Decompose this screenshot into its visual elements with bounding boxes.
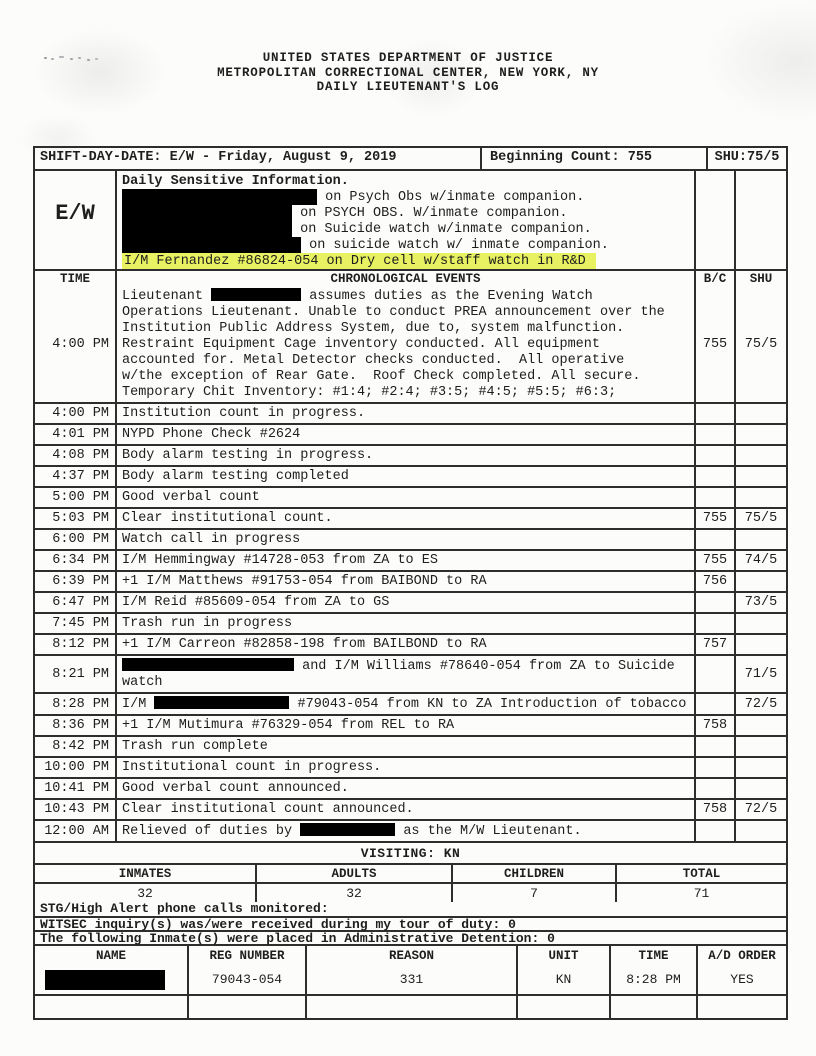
log-row [35, 735, 786, 756]
log-shu: 72/5 [734, 694, 786, 714]
log-event [115, 286, 694, 402]
ad-value-cell [609, 996, 696, 1018]
event-text: Body alarm testing completed [122, 469, 349, 484]
log-time: 6:39 PM [52, 574, 109, 589]
log-shu [734, 446, 786, 465]
log-time: 5:00 PM [52, 490, 109, 505]
log-event [115, 404, 694, 423]
log-bc [694, 530, 734, 549]
log-shu [734, 821, 786, 841]
log-bc [694, 656, 734, 692]
sensitive-lines [115, 171, 694, 269]
visiting-header-cell: TOTAL [615, 865, 786, 882]
ad-row [35, 994, 786, 1018]
log-bc: 755 [694, 509, 734, 528]
redaction-bar [122, 205, 292, 221]
log-event [115, 446, 694, 465]
log-bc [694, 425, 734, 444]
log-row [35, 286, 786, 402]
log-bc [694, 737, 734, 756]
monitor-lines [35, 902, 786, 944]
log-event [115, 800, 694, 819]
sensitive-text: Daily Sensitive Information. [122, 173, 349, 189]
shu-count: SHU:75/5 [706, 148, 786, 169]
event-text: Institutional count in progress. [122, 760, 382, 775]
log-time: 8:42 PM [52, 739, 109, 754]
event-text: Watch call in progress [122, 532, 301, 547]
event-text: Clear institutional count announced. [122, 802, 414, 817]
event-text: Lieutenant [122, 289, 212, 304]
events-column-header: CHRONOLOGICAL EVENTS [115, 271, 694, 286]
redaction-bar [122, 189, 317, 205]
shift-date-row [35, 148, 786, 169]
log-shu [734, 779, 786, 798]
log-shu [734, 758, 786, 777]
log-shu: 75/5 [734, 286, 786, 402]
log-event [115, 467, 694, 486]
sensitive-line [122, 221, 694, 237]
sensitive-line [122, 205, 694, 221]
visiting-header-cell: CHILDREN [451, 865, 615, 882]
redaction-bar [211, 288, 301, 301]
event-text: Institution Public Address System, due to, system malfunction. [122, 321, 625, 336]
event-text: I/M [122, 697, 155, 712]
visiting-value-cell: 32 [137, 885, 153, 901]
event-text: Temporary Chit Inventory: #1:4; #2:4; #3:5; #4:5; #5:5; #6:3; [122, 385, 617, 400]
event-text: I/M Reid #85609-054 from ZA to GS [122, 595, 390, 610]
redaction-bar [122, 221, 292, 237]
event-text: Operations Lieutenant. Unable to conduct PREA announcement over the [122, 305, 665, 320]
event-text: accounted for. Metal Detector checks conducted. All operative [122, 353, 625, 368]
visiting-header-cell: INMATES [118, 866, 172, 881]
log-time: 4:00 PM [52, 406, 109, 421]
log-rows [35, 286, 786, 841]
log-bc [694, 446, 734, 465]
ad-value-cell: 79043-054 [187, 965, 305, 994]
log-event [115, 716, 694, 735]
log-time: 12:00 AM [44, 823, 109, 839]
event-text: w/the exception of Rear Gate. Roof Check completed. All secure. [122, 369, 641, 384]
sensitive-information-row [35, 169, 786, 269]
beginning-count: Beginning Count: 755 [480, 148, 706, 169]
event-text: assumes duties as the Evening Watch [301, 289, 593, 304]
log-row [35, 654, 786, 692]
event-text: I/M Hemmingway #14728-053 from ZA to ES [122, 553, 438, 568]
event-text: Good verbal count [122, 490, 260, 505]
log-time: 4:37 PM [52, 469, 109, 484]
sensitive-text: on Suicide watch w/inmate companion. [292, 221, 592, 237]
log-time: 7:45 PM [52, 616, 109, 631]
visiting-value-cell: 32 [255, 884, 451, 902]
log-shu: 72/5 [734, 800, 786, 819]
log-bc [694, 488, 734, 507]
log-time: 8:21 PM [52, 666, 109, 682]
doc-title-line3: DAILY LIEUTENANT'S LOG [316, 80, 500, 94]
ad-value-cell: 8:28 PM [609, 965, 696, 994]
ad-header-cell: NAME [95, 948, 126, 963]
event-text: +1 I/M Matthews #91753-054 from BAIBOND to RA [122, 574, 487, 589]
log-bc [694, 779, 734, 798]
log-row [35, 402, 786, 423]
ad-header-cell: A/D ORDER [696, 946, 786, 965]
log-shu [734, 737, 786, 756]
log-row [35, 798, 786, 819]
log-time: 4:01 PM [52, 427, 109, 442]
log-bc: 755 [694, 286, 734, 402]
events-header-row [35, 269, 786, 286]
log-bc: 757 [694, 635, 734, 654]
monitor-line: WITSEC inquiry(s) was/were received during my tour of duty: 0 [35, 916, 786, 930]
log-bc [694, 821, 734, 841]
monitor-line: The following Inmate(s) were placed in Administrative Detention: 0 [35, 930, 786, 944]
log-shu [734, 467, 786, 486]
visiting-title: VISITING: KN [360, 845, 461, 861]
log-row [35, 633, 786, 654]
doc-title-line1: UNITED STATES DEPARTMENT OF JUSTICE [262, 51, 554, 65]
event-text: NYPD Phone Check #2624 [122, 427, 301, 442]
sensitive-line [122, 189, 694, 205]
log-shu [734, 635, 786, 654]
ad-value-cell: YES [696, 965, 786, 994]
log-event [115, 425, 694, 444]
event-text: +1 I/M Carreon #82858-198 from BAILBOND to RA [122, 637, 487, 652]
log-bc: 758 [694, 800, 734, 819]
sensitive-text: on suicide watch w/ inmate companion. [301, 237, 609, 253]
log-bc [694, 694, 734, 714]
log-shu [734, 716, 786, 735]
log-event [115, 656, 694, 692]
log-row [35, 756, 786, 777]
log-row [35, 486, 786, 507]
log-event [115, 509, 694, 528]
log-bc [694, 467, 734, 486]
log-bc: 758 [694, 716, 734, 735]
time-column-header: TIME [59, 271, 90, 286]
redaction-bar [122, 237, 301, 253]
log-bc [694, 593, 734, 612]
ad-value-cell: KN [516, 965, 609, 994]
log-time: 10:43 PM [44, 802, 109, 817]
log-event [115, 821, 694, 841]
log-shu: 71/5 [734, 656, 786, 692]
log-shu: 73/5 [734, 593, 786, 612]
log-row [35, 714, 786, 735]
log-row [35, 777, 786, 798]
log-shu: 75/5 [734, 509, 786, 528]
log-row [35, 465, 786, 486]
visiting-value-cell: 71 [615, 884, 786, 902]
ad-value-cell [516, 996, 609, 1018]
log-time: 6:47 PM [52, 595, 109, 610]
event-text: watch [122, 675, 163, 690]
event-text: and I/M Williams #78640-054 from ZA to Suicide [294, 659, 675, 674]
ad-headers [35, 944, 786, 965]
ad-header-cell: REASON [305, 946, 516, 965]
log-row [35, 819, 786, 841]
log-shu [734, 530, 786, 549]
ad-value-cell [187, 996, 305, 1018]
log-shu [734, 572, 786, 591]
log-bc [694, 404, 734, 423]
log-event [115, 779, 694, 798]
log-time: 10:41 PM [44, 781, 109, 796]
watch-label: E/W [55, 200, 95, 226]
log-event [115, 635, 694, 654]
ad-header-cell: UNIT [516, 946, 609, 965]
monitor-line: STG/High Alert phone calls monitored: [40, 901, 329, 916]
log-event [115, 614, 694, 633]
log-shu [734, 488, 786, 507]
log-event [115, 530, 694, 549]
ad-header-cell: REG NUMBER [187, 946, 305, 965]
ad-header-cell: TIME [609, 946, 696, 965]
log-row [35, 528, 786, 549]
log-bc: 756 [694, 572, 734, 591]
sensitive-text: on Psych Obs w/inmate companion. [317, 189, 585, 205]
event-text: Relieved of duties by [122, 824, 301, 839]
doc-title-line2: METROPOLITAN CORRECTIONAL CENTER, NEW YORK, NY [217, 65, 599, 80]
log-row [35, 591, 786, 612]
sensitive-line [122, 173, 694, 189]
log-event [115, 551, 694, 570]
sensitive-text: on PSYCH OBS. W/inmate companion. [292, 205, 568, 221]
log-row [35, 507, 786, 528]
log-time: 8:36 PM [52, 718, 109, 733]
log-time: 6:00 PM [52, 532, 109, 547]
log-event [115, 758, 694, 777]
log-event [115, 694, 694, 714]
log-time: 4:08 PM [52, 448, 109, 463]
log-time: 10:00 PM [44, 760, 109, 775]
log-row [35, 692, 786, 714]
event-text: as the M/W Lieutenant. [395, 824, 582, 839]
ad-value-cell [305, 996, 516, 1018]
log-time: 8:28 PM [52, 696, 109, 712]
bc-column-header: B/C [694, 271, 734, 286]
log-time: 5:03 PM [52, 511, 109, 526]
log-row [35, 444, 786, 465]
event-text: Good verbal count announced. [122, 781, 349, 796]
log-event [115, 572, 694, 591]
log-row [35, 612, 786, 633]
log-time: 6:34 PM [52, 553, 109, 568]
log-bc: 755 [694, 551, 734, 570]
visiting-header-cell: ADULTS [255, 865, 451, 882]
visiting-title-row [35, 841, 786, 863]
redaction-bar [154, 696, 289, 709]
visiting-headers [35, 863, 786, 882]
event-text: Trash run complete [122, 739, 268, 754]
sensitive-text: I/M Fernandez #86824-054 on Dry cell w/staff watch in R&D [122, 253, 596, 269]
log-event [115, 488, 694, 507]
ad-value-cell: 331 [305, 965, 516, 994]
visiting-value-cell: 7 [451, 884, 615, 902]
ad-rows [35, 965, 786, 1018]
sensitive-line-highlighted [122, 253, 694, 269]
log-shu [734, 404, 786, 423]
shu-column-spacer [734, 171, 786, 269]
event-text: Clear institutional count. [122, 511, 333, 526]
log-event [115, 593, 694, 612]
log-bc [694, 758, 734, 777]
log-time: 8:12 PM [52, 637, 109, 652]
bc-column-spacer [694, 171, 734, 269]
document-header [0, 51, 816, 95]
shu-column-header: SHU [734, 271, 786, 286]
event-text: #79043-054 from KN to ZA Introduction of tobacco [289, 697, 687, 712]
log-row [35, 549, 786, 570]
redaction-bar [300, 823, 395, 836]
redaction-bar [45, 970, 165, 990]
shift-day-date: SHIFT-DAY-DATE: E/W - Friday, August 9, 2019 [40, 150, 397, 165]
log-shu: 74/5 [734, 551, 786, 570]
visiting-values [35, 882, 786, 902]
log-shu [734, 425, 786, 444]
log-shu [734, 614, 786, 633]
log-time: 4:00 PM [52, 336, 109, 352]
event-text: Body alarm testing in progress. [122, 448, 374, 463]
event-text: Trash run in progress [122, 616, 293, 631]
log-event [115, 737, 694, 756]
log-bc [694, 614, 734, 633]
log-form [33, 146, 788, 1020]
event-text: Restraint Equipment Cage inventory conducted. All equipment [122, 337, 600, 352]
log-row [35, 570, 786, 591]
event-text: Institution count in progress. [122, 406, 366, 421]
ad-row [35, 965, 786, 994]
ad-value-cell [696, 996, 786, 1018]
ad-name-cell [35, 996, 187, 1018]
log-row [35, 423, 786, 444]
ad-name-cell [35, 965, 187, 994]
redaction-bar [122, 658, 294, 671]
event-text: +1 I/M Mutimura #76329-054 from REL to RA [122, 718, 455, 733]
sensitive-line [122, 237, 694, 253]
